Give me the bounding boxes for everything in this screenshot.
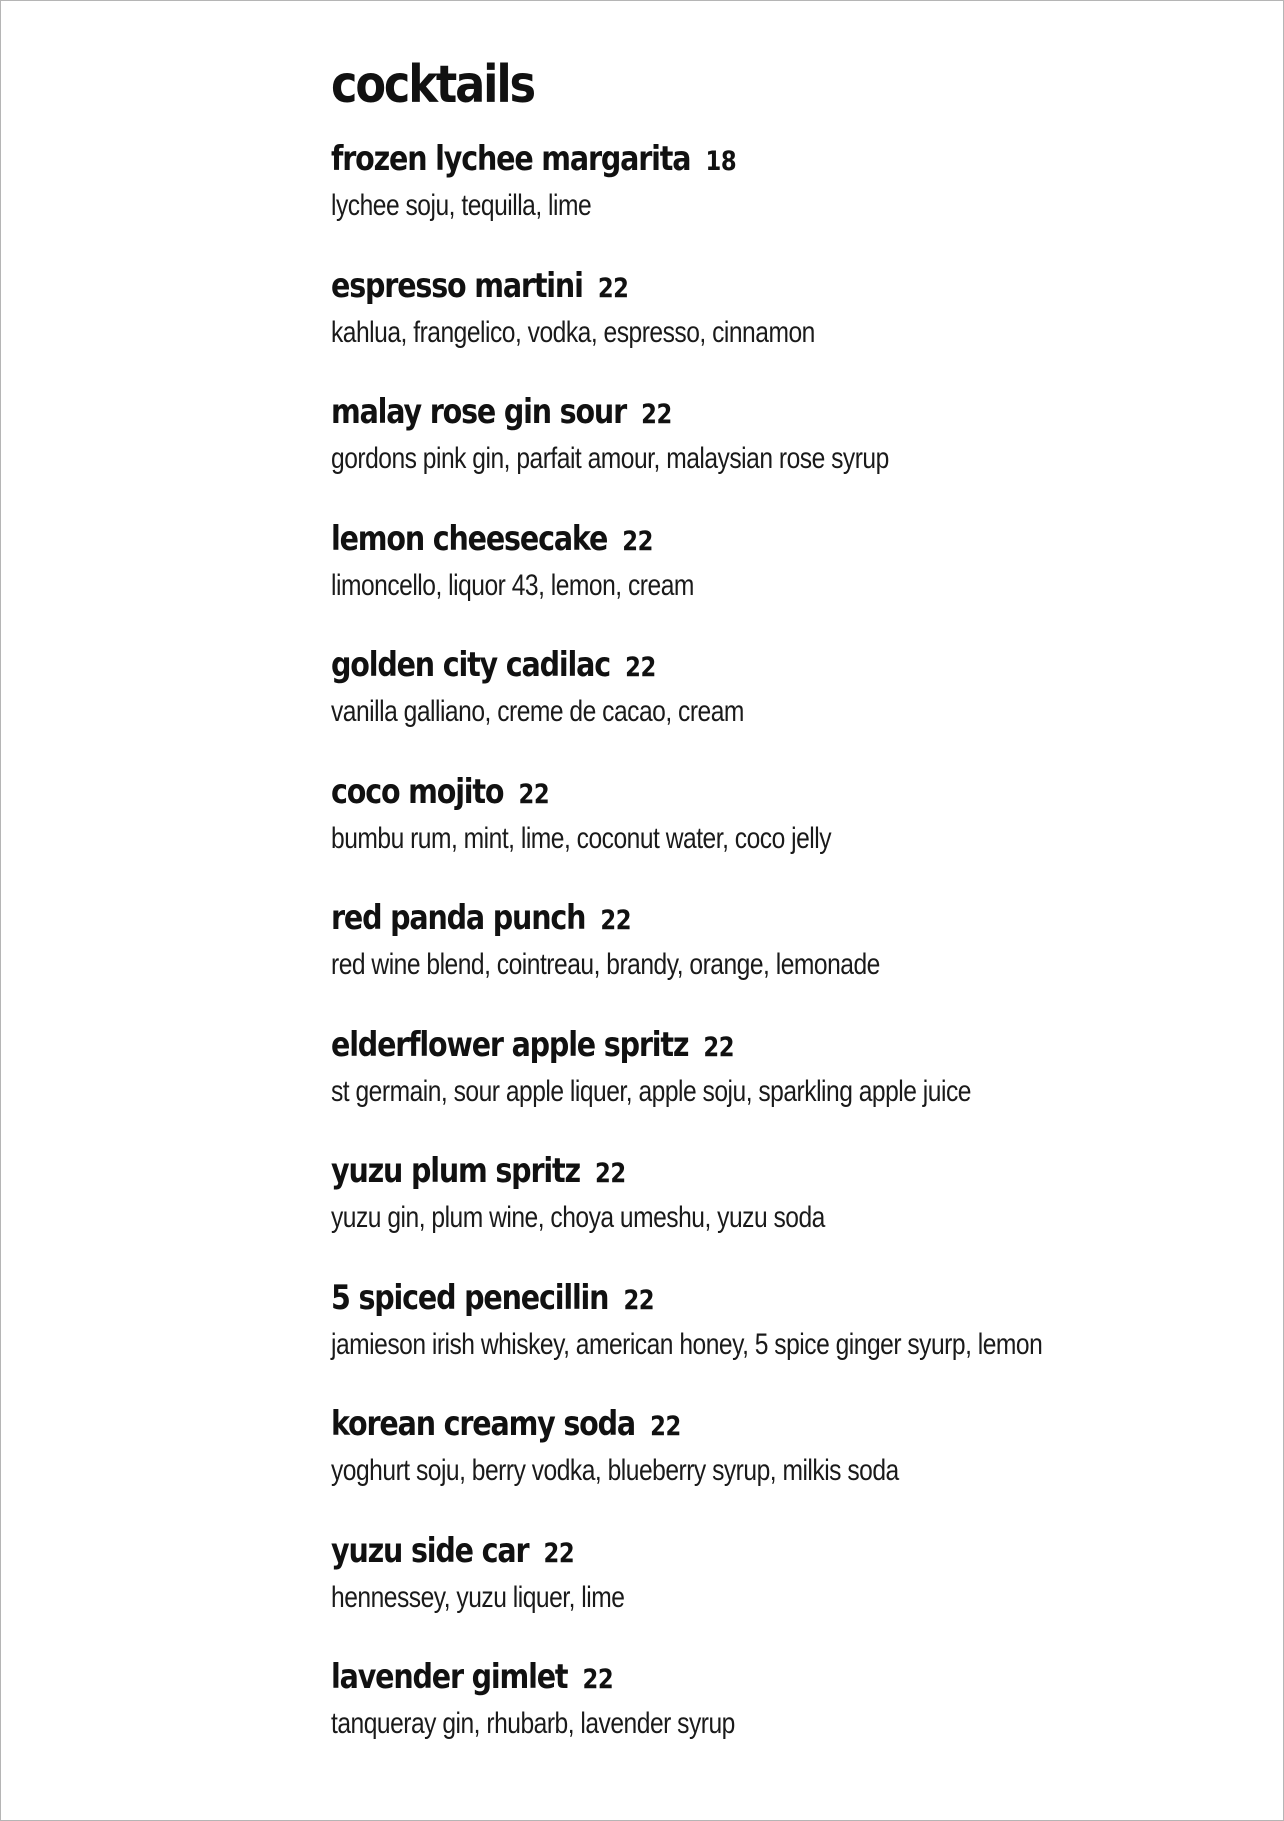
menu-title: cocktails xyxy=(331,55,534,115)
cocktail-name: lemon cheesecake xyxy=(331,518,608,559)
cocktail-ingredients: lychee soju, tequilla, lime xyxy=(331,189,592,222)
cocktail-price: 22 xyxy=(597,272,629,304)
cocktail-ingredients: tanqueray gin, rhubarb, lavender syrup xyxy=(331,1707,735,1740)
cocktail-item xyxy=(331,260,1231,387)
cocktail-ingredients: kahlua, frangelico, vodka, espresso, cinnamon xyxy=(331,315,815,349)
cocktail-ingredients: jamieson irish whiskey, american honey, 5 spice ginger syurp, lemon xyxy=(331,1327,1043,1361)
cocktail-price: 22 xyxy=(518,778,550,810)
cocktail-price: 22 xyxy=(595,1158,626,1189)
cocktail-price: 22 xyxy=(600,905,632,936)
cocktail-name: yuzu side car xyxy=(331,1530,529,1571)
cocktail-name: frozen lychee margarita xyxy=(331,139,691,179)
cocktail-price: 22 xyxy=(622,525,654,557)
cocktail-ingredients: vanilla galliano, creme de cacao, cream xyxy=(331,695,744,728)
cocktail-ingredients: red wine blend, cointreau, brandy, orange, lemonade xyxy=(331,948,880,981)
cocktail-price: 22 xyxy=(703,1031,735,1063)
cocktail-item xyxy=(331,892,1231,1019)
cocktail-price: 22 xyxy=(543,1537,575,1569)
cocktail-item xyxy=(331,1145,1231,1272)
cocktail-name: golden city cadilac xyxy=(331,645,610,685)
cocktail-price: 18 xyxy=(705,146,737,177)
cocktail-price: 22 xyxy=(582,1664,614,1695)
cocktail-item xyxy=(331,386,1231,513)
cocktail-name: korean creamy soda xyxy=(331,1404,636,1444)
cocktail-name: espresso martini xyxy=(331,265,583,306)
cocktail-name: lavender gimlet xyxy=(331,1657,568,1697)
cocktail-ingredients: bumbu rum, mint, lime, coconut water, coco jelly xyxy=(331,821,832,855)
cocktail-item xyxy=(331,133,1231,260)
cocktail-price: 22 xyxy=(623,1284,655,1316)
cocktail-item xyxy=(331,766,1231,893)
cocktail-menu xyxy=(331,49,1231,1778)
cocktail-name: malay rose gin sour xyxy=(331,392,626,432)
cocktail-name: coco mojito xyxy=(331,771,504,812)
cocktail-item xyxy=(331,1651,1231,1778)
cocktail-ingredients: st germain, sour apple liquer, apple soju, sparkling apple juice xyxy=(331,1074,971,1108)
cocktail-item xyxy=(331,1525,1231,1652)
cocktail-ingredients: limoncello, liquor 43, lemon, cream xyxy=(331,568,694,602)
cocktail-item xyxy=(331,1398,1231,1525)
cocktail-name: red panda punch xyxy=(331,898,586,938)
cocktail-item xyxy=(331,1019,1231,1146)
cocktail-price: 22 xyxy=(625,652,656,683)
cocktail-name: yuzu plum spritz xyxy=(331,1151,580,1191)
cocktail-name: 5 spiced penecillin xyxy=(331,1277,609,1318)
cocktail-item xyxy=(331,1272,1231,1399)
cocktail-list xyxy=(331,133,1231,1778)
cocktail-ingredients: yoghurt soju, berry vodka, blueberry syrup, milkis soda xyxy=(331,1454,899,1487)
cocktail-price: 22 xyxy=(650,1411,681,1442)
cocktail-ingredients: yuzu gin, plum wine, choya umeshu, yuzu soda xyxy=(331,1201,825,1234)
cocktail-ingredients: gordons pink gin, parfait amour, malaysian rose syrup xyxy=(331,442,889,475)
cocktail-ingredients: hennessey, yuzu liquer, lime xyxy=(331,1580,625,1614)
cocktail-item xyxy=(331,639,1231,766)
cocktail-price: 22 xyxy=(641,399,672,430)
cocktail-name: elderflower apple spritz xyxy=(331,1024,689,1065)
cocktail-item xyxy=(331,513,1231,640)
